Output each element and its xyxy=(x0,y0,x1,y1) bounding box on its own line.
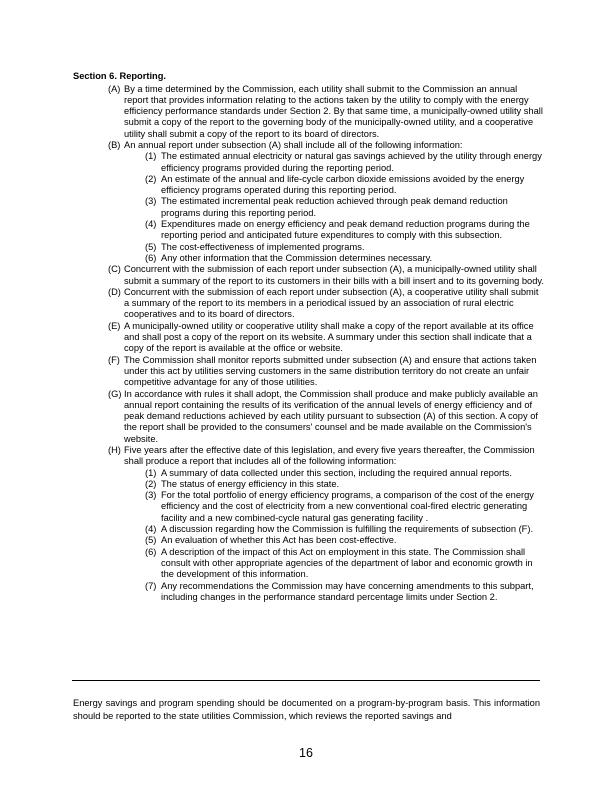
subitem-h2 xyxy=(145,479,544,490)
subitem-h7 xyxy=(145,581,544,604)
item-c xyxy=(108,264,544,287)
subitem-b6 xyxy=(145,253,544,264)
subitem-label: (4) xyxy=(145,524,157,535)
item-label: (E) xyxy=(108,320,121,331)
item-text: A municipally-owned utility or cooperative utility shall make a copy of the report available at its office and shall post a copy of the report on its website. A summary under this section shall indicate that a copy of the report is available at the office or website. xyxy=(124,320,534,354)
subitem-label: (2) xyxy=(145,173,157,184)
section-title: Section 6. Reporting. xyxy=(73,71,166,81)
subitem-label: (4) xyxy=(145,219,157,230)
subitem-text: Expenditures made on energy efficiency and peak demand reduction programs during the reporting period and anticipated future expenditures to comply with this subsection. xyxy=(161,219,530,241)
item-text: Concurrent with the submission of each report under subsection (A), a municipally-owned utility shall submit a summary of the report to its customers in their bills with a bill insert and to its governing body. xyxy=(124,264,544,286)
subitem-text: Any recommendations the Commission may have concerning amendments to this subpart, including changes in the performance standard percentage limits under Section 2. xyxy=(161,580,534,602)
subitem-text: An estimate of the annual and life-cycle carbon dioxide emissions avoided by the energy efficiency programs operated during this reporting period. xyxy=(161,173,525,196)
item-f xyxy=(108,355,544,389)
subitem-label: (6) xyxy=(145,252,157,263)
subitem-label: (5) xyxy=(145,535,157,546)
item-e xyxy=(108,321,544,355)
subitem-label: (1) xyxy=(145,467,157,478)
item-text: Five years after the effective date of this legislation, and every five years thereafter, the Commission shall produce a report that includes all of the following information: xyxy=(124,445,535,467)
subitem-label: (3) xyxy=(145,490,157,501)
subitem-label: (2) xyxy=(145,478,157,489)
item-b xyxy=(108,140,544,151)
item-h xyxy=(108,445,544,468)
horizontal-divider xyxy=(72,680,540,681)
item-text: In accordance with rules it shall adopt, the Commission shall produce and make publicly available an annual report containing the results of its verification of the annual levels of energy efficiency and of peak demand reductions achieved by each utility pursuant to subsection (A) of this section. A copy of the report shall be provided to the consumers' counsel and be made available on the Commission's website. xyxy=(124,388,538,444)
subitem-text: The cost-effectiveness of implemented programs. xyxy=(161,241,365,252)
subitem-text: A description of the impact of this Act on employment in this state. The Commission shall consult with other appropriate agencies of the department of labor and economic growth in the development of this information. xyxy=(161,546,533,580)
subitem-text: An evaluation of whether this Act has been cost-effective. xyxy=(161,535,397,546)
subitem-label: (7) xyxy=(145,580,157,591)
subitem-text: A summary of data collected under this section, including the required annual reports. xyxy=(161,467,512,478)
subitem-b5 xyxy=(145,242,544,253)
item-label: (G) xyxy=(108,388,122,399)
subitem-h6 xyxy=(145,547,544,581)
subitem-text: A discussion regarding how the Commission is fulfilling the requirements of subsection (F). xyxy=(161,524,534,535)
item-label: (A) xyxy=(108,83,121,94)
subitem-b2 xyxy=(145,174,544,197)
subitem-text: The estimated incremental peak reduction achieved through peak demand reduction programs during this reporting period. xyxy=(161,196,508,218)
subitem-b1 xyxy=(145,151,544,174)
subitem-text: The estimated annual electricity or natural gas savings achieved by the utility through energy efficiency programs provided during the reporting period. xyxy=(161,151,542,173)
subitem-h3 xyxy=(145,490,544,524)
subitem-text: Any other information that the Commission determines necessary. xyxy=(161,252,433,263)
subitem-b3 xyxy=(145,196,544,219)
subitem-label: (3) xyxy=(145,196,157,207)
item-g xyxy=(108,389,544,445)
subitem-h5 xyxy=(145,535,544,546)
subitem-text: For the total portfolio of energy efficiency programs, a comparison of the cost of the energy efficiency and the cost of electricity from a new conventional coal-fired electric generating facility and a new combined-cycle natural gas generating facility . xyxy=(161,490,534,523)
page-number: 16 xyxy=(299,746,313,760)
item-label: (B) xyxy=(108,139,121,150)
subitem-text: The status of energy efficiency in this state. xyxy=(161,478,340,489)
subitem-label: (1) xyxy=(145,151,157,162)
item-a xyxy=(108,84,544,140)
item-text: Concurrent with the submission of each report under subsection (A), a cooperative utility shall submit a summary of the report to its members in a periodical issued by an association of rural electric cooperatives and to its board of directors. xyxy=(124,286,539,320)
subitem-h4 xyxy=(145,524,544,535)
item-label: (C) xyxy=(108,264,121,275)
item-text: An annual report under subsection (A) shall include all of the following information: xyxy=(124,139,463,150)
item-label: (H) xyxy=(108,445,121,455)
item-label: (F) xyxy=(108,354,120,365)
subitem-label: (5) xyxy=(145,241,157,252)
item-d xyxy=(108,287,544,321)
subitem-label: (6) xyxy=(145,546,157,557)
footer-paragraph: Energy savings and program spending should be documented on a program-by-program basis. This information should be reported to the state utilities Commission, which reviews the reported savings and xyxy=(73,698,540,721)
item-text: By a time determined by the Commission, each utility shall submit to the Commission an annual report that provides information relating to the actions taken by the utility to comply with the energy efficiency performance standards under Section 2. By that same time, a municipally-owned utility shall submit a copy of the report to the governing body of the municipally-owned utility, and a cooperative utility shall submit a copy of the report to its board of directors. xyxy=(124,83,543,139)
subitem-h1 xyxy=(145,468,544,479)
section-items xyxy=(108,84,544,604)
subitem-b4 xyxy=(145,219,544,242)
item-label: (D) xyxy=(108,286,121,297)
item-text: The Commission shall monitor reports submitted under subsection (A) and ensure that actions taken under this act by utilities serving customers in the same distribution territory do not create an unfair competitive advantage for any of those utilities. xyxy=(124,354,537,388)
